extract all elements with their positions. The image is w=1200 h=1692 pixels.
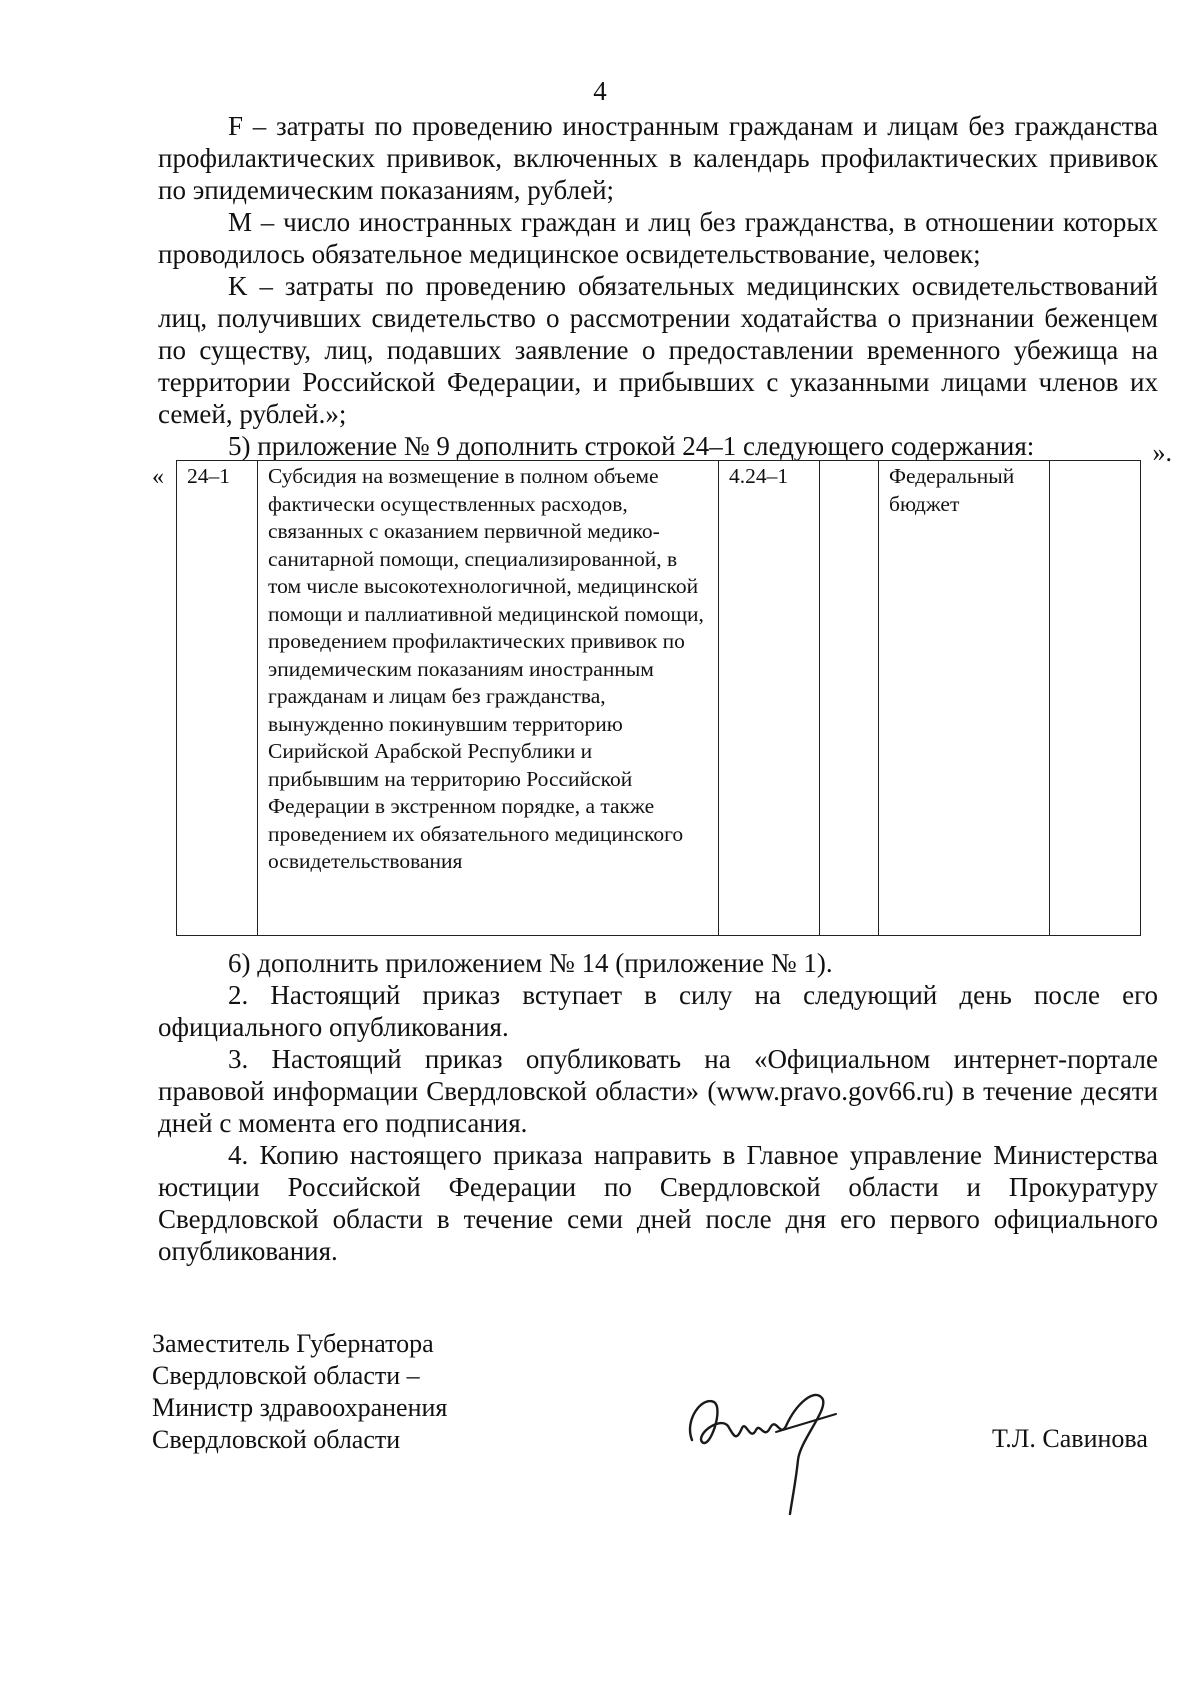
row-last-cell [1050, 461, 1141, 936]
paragraph-f: F – затраты по проведению иностранным гражданам и лицам без гражданства профилактических прививок, включенных в календарь профилактических прививок по эпидемическим показаниям, рублей; [158, 111, 1158, 205]
page-number: 4 [593, 76, 607, 106]
paragraph-point-2: 2. Настоящий приказ вступает в силу на следующий день после его официального опубликования. [158, 980, 1158, 1042]
row-code-cell: 4.24–1 [719, 461, 820, 936]
paragraph-item-5: 5) приложение № 9 дополнить строкой 24–1 следующего содержания: [228, 431, 1035, 461]
quote-open: « [152, 464, 164, 490]
table-row [177, 461, 1141, 936]
intro-paragraphs [158, 110, 1158, 462]
signer-title-line: Свердловской области [152, 1425, 401, 1454]
signer-name: Т.Л. Савинова [992, 1424, 1148, 1453]
row-description-cell: Субсидия на возмещение в полном объеме фактически осуществленных расходов, связанных с оказанием первичной медико-санитарной помощи, специализированной, в том числе высокотехнологичной, медицинской помощи и паллиативной медицинской помощи, проведением профилактических прививок по эпидемическим показаниям иностранным гражданам и лицам без гражданства, вынужденно покинувшим территорию Сирийской Арабской Республики и прибывшим на территорию Российской Федерации в экстренном порядке, а также проведением их обязательного медицинского освидетельствования [258, 461, 719, 936]
paragraph-k: K – затраты по проведению обязательных медицинских освидетельствований лиц, получивших свидетельство о рассмотрении ходатайства о признании беженцем по существу, лиц, подавших заявление о предоставлении временного убежища на территории Российской Федерации, и прибывших с указанными лицами членов их семей, рублей.»; [158, 271, 1158, 429]
handwritten-signature [680, 1380, 850, 1520]
row-empty-cell [820, 461, 879, 936]
paragraph-item-6: 6) дополнить приложением № 14 (приложение № 1). [228, 948, 833, 978]
paragraph-m: M – число иностранных граждан и лиц без гражданства, в отношении которых проводилось обязательное медицинское освидетельствование, человек; [158, 207, 1158, 269]
row-source-cell: Федеральный бюджет [879, 461, 1050, 936]
signer-title-line: Свердловской области – [152, 1361, 420, 1390]
paragraph-point-4: 4. Копию настоящего приказа направить в Главное управление Министерства юстиции Российской Федерации по Свердловской области и Прокуратуру Свердловской области в течение семи дней после дня его первого официального опубликования. [158, 1140, 1158, 1266]
row-number-cell: 24–1 [177, 461, 258, 936]
signer-title [152, 1328, 447, 1456]
quote-close: ». [1152, 438, 1172, 467]
paragraph-point-3: 3. Настоящий приказ опубликовать на «Официальном интернет-портале правовой информации Свердловской области» (www.pravo.gov66.ru) в течение десяти дней с момента его подписания. [158, 1044, 1158, 1138]
appendix-row-table [176, 460, 1141, 936]
signer-title-line: Заместитель Губернатора [152, 1329, 434, 1358]
signer-title-line: Министр здравоохранения [152, 1393, 448, 1422]
closing-paragraphs [158, 947, 1158, 1267]
